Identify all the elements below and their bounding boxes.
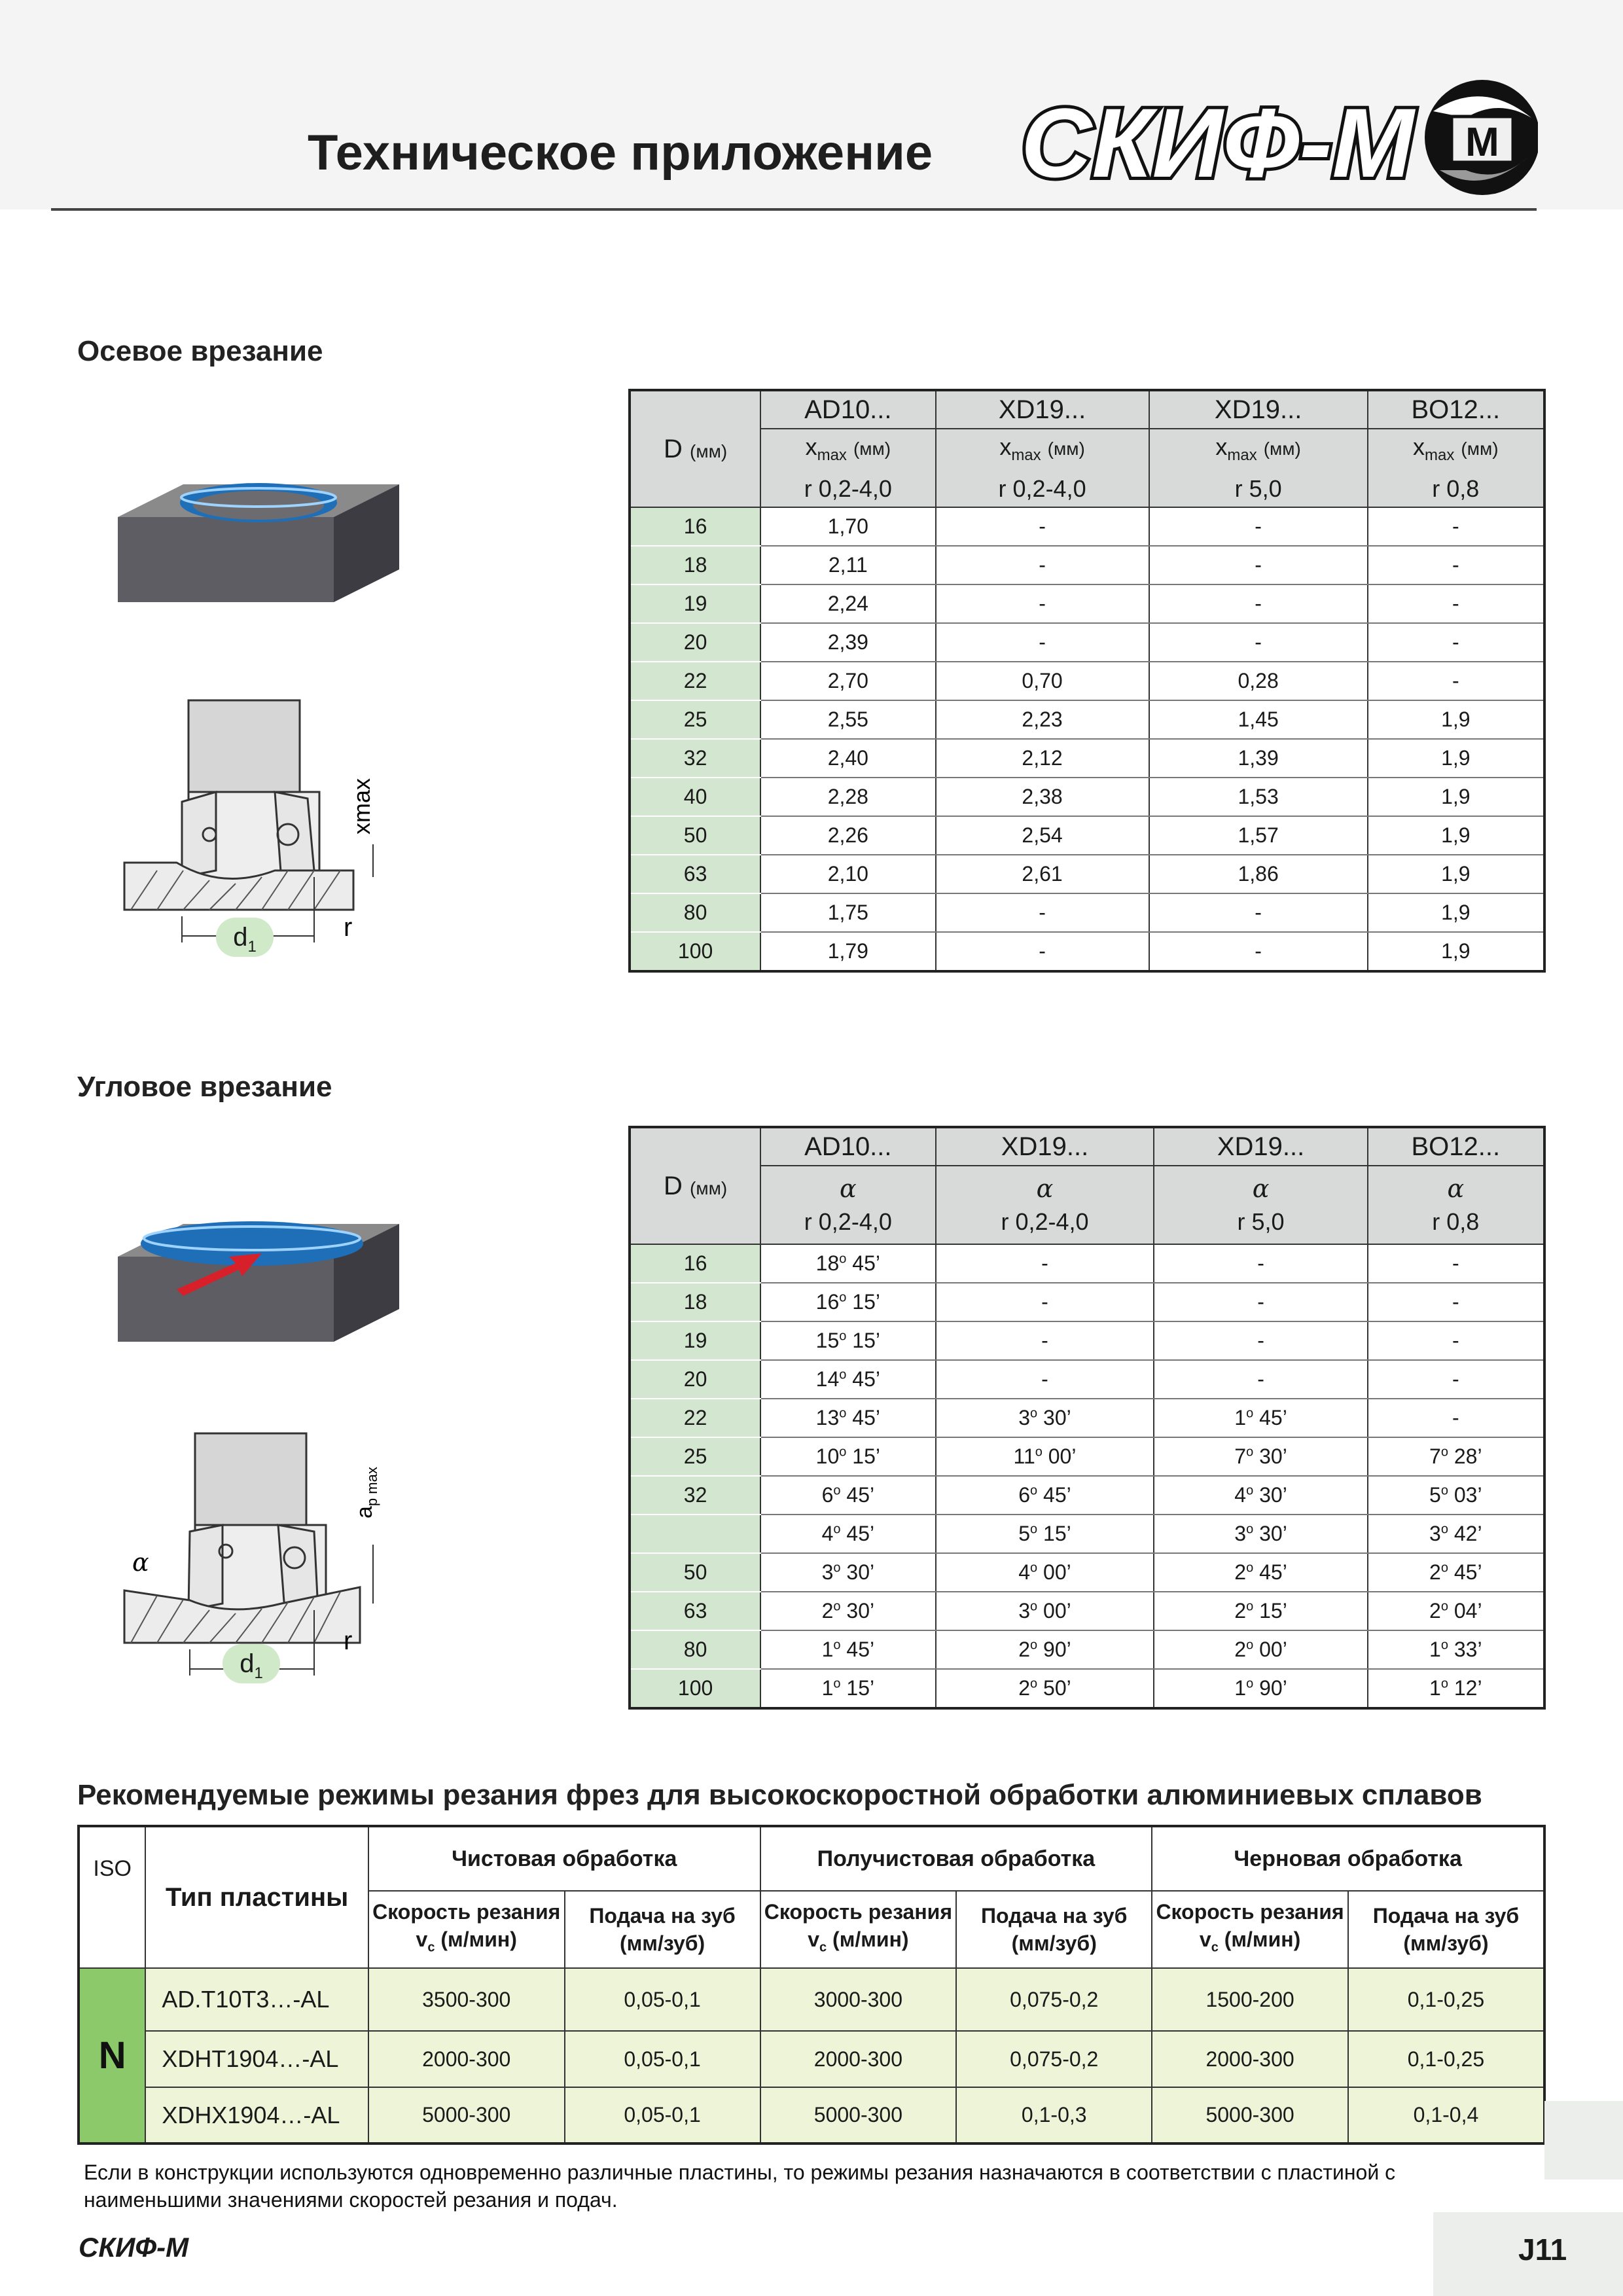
insert-type-header: Тип пластины	[145, 1826, 368, 1968]
alpha-value: -	[936, 1244, 1154, 1283]
xmax-value: 1,9	[1368, 816, 1544, 855]
group-header: Чистовая обработка	[368, 1826, 760, 1891]
alpha-value: -	[936, 1360, 1154, 1399]
d-value: 63	[630, 855, 760, 893]
table-row	[630, 1515, 1544, 1553]
xmax-value: -	[936, 507, 1149, 546]
table-row	[630, 507, 1544, 546]
alpha-value: 15$^o$ 15’	[760, 1321, 935, 1360]
d-value: 16	[630, 1244, 760, 1283]
alpha-value: 2$^o$ 90’	[936, 1630, 1154, 1669]
d-value: 100	[630, 1669, 760, 1708]
axial-table	[628, 389, 1546, 973]
table-row	[630, 816, 1544, 855]
xmax-value: 1,9	[1368, 893, 1544, 932]
table-row	[630, 1437, 1544, 1476]
xmax-value: -	[936, 546, 1149, 584]
feed-header: Подача на зуб (мм/зуб)	[1348, 1891, 1544, 1968]
xmax-value: 1,9	[1368, 855, 1544, 893]
xmax-value: -	[1368, 584, 1544, 623]
alpha-value: 2$^o$ 30’	[760, 1592, 935, 1630]
alpha-value: 2$^o$ 15’	[1154, 1592, 1367, 1630]
d-value: 22	[630, 1399, 760, 1437]
speed-header: Скорость резания $v_c$ (м/мин)	[1152, 1891, 1348, 1968]
d-value: 32	[630, 739, 760, 778]
alpha-value: 6$^o$ 45’	[760, 1476, 935, 1515]
speed-header: Скорость резания $v_c$ (м/мин)	[760, 1891, 957, 1968]
alpha-value: 7$^o$ 30’	[1154, 1437, 1367, 1476]
table-row: XDHX1904…-AL 5000-300 0,05-0,1 5000-300 0,1-0,3 5000-300 0,1-0,4	[79, 2087, 1544, 2144]
xmax-value: 2,26	[760, 816, 935, 855]
xmax-value: 2,55	[760, 700, 935, 739]
xmax-value: -	[1149, 623, 1368, 662]
xmax-value: 2,28	[760, 778, 935, 816]
angular-insert-illustration	[111, 1217, 399, 1355]
xmax-value: 2,11	[760, 546, 935, 584]
col-code: XD19...	[936, 390, 1149, 429]
ap-max-label: $a_{p max}$	[352, 1467, 380, 1518]
col-sub: $x_{max}$ (мм) r 0,2-4,0	[760, 429, 935, 507]
material-group-n: N	[79, 1968, 145, 2144]
alpha-value: -	[1154, 1321, 1367, 1360]
xmax-value: 2,10	[760, 855, 935, 893]
d-value: 20	[630, 1360, 760, 1399]
d-column-header: D (мм)	[630, 390, 760, 507]
insert-type: AD.T10T3…-AL	[145, 1968, 368, 2031]
alpha-value: 1$^o$ 33’	[1368, 1630, 1544, 1669]
xmax-value: -	[1368, 507, 1544, 546]
xmax-value: 1,79	[760, 932, 935, 971]
d-value: 20	[630, 623, 760, 662]
table-row	[630, 1553, 1544, 1592]
table-row	[630, 932, 1544, 971]
table-row	[630, 1321, 1544, 1360]
xmax-value: 2,23	[936, 700, 1149, 739]
col-code: AD10...	[760, 390, 935, 429]
table-row	[630, 855, 1544, 893]
col-code: XD19...	[936, 1127, 1154, 1166]
alpha-value: 5$^o$ 15’	[936, 1515, 1154, 1553]
group-header: Черновая обработка	[1152, 1826, 1544, 1891]
alpha-value: 2$^o$ 50’	[936, 1669, 1154, 1708]
col-sub: $x_{max}$ (мм) r 0,2-4,0	[936, 429, 1149, 507]
d-value: 25	[630, 1437, 760, 1476]
table-row	[630, 1283, 1544, 1321]
group-header: Получистовая обработка	[760, 1826, 1152, 1891]
logo-text: СКИФ-М	[1021, 88, 1414, 198]
col-sub: α r 0,8	[1368, 1166, 1544, 1244]
xmax-value: 2,38	[936, 778, 1149, 816]
alpha-value: 4$^o$ 45’	[760, 1515, 935, 1553]
xmax-value: 1,53	[1149, 778, 1368, 816]
r-label: r	[344, 913, 353, 942]
alpha-value: 3$^o$ 42’	[1368, 1515, 1544, 1553]
alpha-value: 4$^o$ 30’	[1154, 1476, 1367, 1515]
xmax-value: 2,70	[760, 662, 935, 700]
alpha-value: 1$^o$ 45’	[760, 1630, 935, 1669]
d-value: 18	[630, 546, 760, 584]
xmax-value: -	[936, 623, 1149, 662]
col-code: BO12...	[1368, 1127, 1544, 1166]
xmax-value: 1,57	[1149, 816, 1368, 855]
alpha-value: 6$^o$ 45’	[936, 1476, 1154, 1515]
d1-badge: $d_1$	[223, 1644, 280, 1683]
alpha-value: 16$^o$ 15’	[760, 1283, 935, 1321]
table-row	[630, 1244, 1544, 1283]
alpha-value: 2$^o$ 00’	[1154, 1630, 1367, 1669]
alpha-value: 2$^o$ 45’	[1154, 1553, 1367, 1592]
table-row	[630, 662, 1544, 700]
r-label: r	[344, 1626, 353, 1655]
xmax-value: 1,9	[1368, 700, 1544, 739]
insert-type: XDHT1904…-AL	[145, 2031, 368, 2087]
axial-cutter-drawing	[118, 694, 419, 962]
xmax-value: 2,54	[936, 816, 1149, 855]
alpha-value: 13$^o$ 45’	[760, 1399, 935, 1437]
xmax-value: 2,40	[760, 739, 935, 778]
d-value: 40	[630, 778, 760, 816]
insert-type: XDHX1904…-AL	[145, 2087, 368, 2144]
xmax-value: 1,86	[1149, 855, 1368, 893]
angular-table	[628, 1126, 1546, 1710]
alpha-value: 5$^o$ 03’	[1368, 1476, 1544, 1515]
xmax-value: 1,75	[760, 893, 935, 932]
alpha-value: 7$^o$ 28’	[1368, 1437, 1544, 1476]
table-row	[630, 1592, 1544, 1630]
col-code: AD10...	[760, 1127, 935, 1166]
xmax-value: -	[936, 932, 1149, 971]
d-value: 50	[630, 1553, 760, 1592]
cutting-modes-table	[77, 1825, 1546, 2145]
skif-m-logo	[1014, 72, 1538, 203]
table-row	[630, 546, 1544, 584]
d-value: 63	[630, 1592, 760, 1630]
alpha-value: 1$^o$ 15’	[760, 1669, 935, 1708]
xmax-value: -	[1149, 507, 1368, 546]
logo-badge: M	[1465, 120, 1499, 165]
table-row	[630, 584, 1544, 623]
table-row: N AD.T10T3…-AL 3500-300 0,05-0,1 3000-300 0,075-0,2 1500-200 0,1-0,25	[79, 1968, 1544, 2031]
alpha-value: 11$^o$ 00’	[936, 1437, 1154, 1476]
alpha-value: 3$^o$ 30’	[1154, 1515, 1367, 1553]
col-code: BO12...	[1368, 390, 1544, 429]
axial-section-title: Осевое врезание	[77, 335, 323, 367]
table-row	[630, 739, 1544, 778]
d-value: 19	[630, 584, 760, 623]
alpha-value: -	[1368, 1244, 1544, 1283]
alpha-value: -	[1368, 1360, 1544, 1399]
xmax-value: -	[936, 893, 1149, 932]
iso-header: ISO	[79, 1826, 145, 1968]
xmax-value: 2,39	[760, 623, 935, 662]
cutting-section-title: Рекомендуемые режимы резания фрез для высокоскоростной обработки алюминиевых сплавов	[77, 1779, 1482, 1811]
d-value: 50	[630, 816, 760, 855]
page-title: Техническое приложение	[308, 125, 933, 181]
col-sub: α r 0,2-4,0	[936, 1166, 1154, 1244]
xmax-value: 2,61	[936, 855, 1149, 893]
alpha-value: -	[1368, 1399, 1544, 1437]
alpha-value: 1$^o$ 45’	[1154, 1399, 1367, 1437]
header-divider	[51, 208, 1537, 211]
d-value: 80	[630, 893, 760, 932]
xmax-value: 2,12	[936, 739, 1149, 778]
alpha-value: 3$^o$ 30’	[760, 1553, 935, 1592]
table-row	[630, 1630, 1544, 1669]
alpha-label: α	[132, 1548, 149, 1577]
xmax-value: 0,70	[936, 662, 1149, 700]
col-sub: α r 5,0	[1154, 1166, 1367, 1244]
footer-brand: СКИФ-М	[79, 2232, 189, 2263]
alpha-value: -	[1368, 1321, 1544, 1360]
alpha-value: 2$^o$ 04’	[1368, 1592, 1544, 1630]
xmax-value: 1,9	[1368, 739, 1544, 778]
xmax-value: 1,9	[1368, 778, 1544, 816]
d-value	[630, 1515, 760, 1553]
table-row	[630, 1669, 1544, 1708]
xmax-value: 2,24	[760, 584, 935, 623]
table-row	[630, 1399, 1544, 1437]
alpha-value: -	[1154, 1244, 1367, 1283]
col-sub: $x_{max}$ (мм) r 0,8	[1368, 429, 1544, 507]
d-value: 22	[630, 662, 760, 700]
d-value: 32	[630, 1476, 760, 1515]
col-code: XD19...	[1149, 390, 1368, 429]
d-value: 25	[630, 700, 760, 739]
angular-section-title: Угловое врезание	[77, 1071, 332, 1103]
alpha-value: 14$^o$ 45’	[760, 1360, 935, 1399]
page-number: J11	[1518, 2233, 1567, 2267]
table-row: XDHT1904…-AL 2000-300 0,05-0,1 2000-300 0,075-0,2 2000-300 0,1-0,25	[79, 2031, 1544, 2087]
speed-header: Скорость резания $v_c$ (м/мин)	[368, 1891, 565, 1968]
side-tab	[1544, 2101, 1623, 2179]
xmax-value: -	[1368, 662, 1544, 700]
alpha-value: 3$^o$ 30’	[936, 1399, 1154, 1437]
xmax-value: 1,39	[1149, 739, 1368, 778]
alpha-value: -	[1154, 1283, 1367, 1321]
xmax-value: 0,28	[1149, 662, 1368, 700]
col-code: XD19...	[1154, 1127, 1367, 1166]
xmax-value: -	[1149, 932, 1368, 971]
xmax-label: xmax	[348, 778, 375, 834]
d-value: 100	[630, 932, 760, 971]
feed-header: Подача на зуб (мм/зуб)	[956, 1891, 1152, 1968]
axial-insert-illustration	[111, 478, 399, 615]
d-column-header: D (мм)	[630, 1127, 760, 1244]
footnote: Если в конструкции используются одновременно различные пластины, то режимы резания назначаются в соответствии с пластиной с наименьшими значениями скоростей резания и подач.	[84, 2161, 1396, 2212]
d-value: 18	[630, 1283, 760, 1321]
d-value: 19	[630, 1321, 760, 1360]
xmax-value: -	[1368, 546, 1544, 584]
col-sub: α r 0,2-4,0	[760, 1166, 935, 1244]
xmax-value: -	[936, 584, 1149, 623]
alpha-value: 2$^o$ 45’	[1368, 1553, 1544, 1592]
alpha-value: -	[936, 1283, 1154, 1321]
alpha-value: 18$^o$ 45’	[760, 1244, 935, 1283]
table-row	[630, 623, 1544, 662]
col-sub: $x_{max}$ (мм) r 5,0	[1149, 429, 1368, 507]
alpha-value: 4$^o$ 00’	[936, 1553, 1154, 1592]
alpha-value: -	[1154, 1360, 1367, 1399]
table-row	[630, 1476, 1544, 1515]
alpha-value: 1$^o$ 12’	[1368, 1669, 1544, 1708]
alpha-value: -	[936, 1321, 1154, 1360]
d-value: 80	[630, 1630, 760, 1669]
alpha-value: -	[1368, 1283, 1544, 1321]
feed-header: Подача на зуб (мм/зуб)	[565, 1891, 760, 1968]
d-value: 16	[630, 507, 760, 546]
d1-badge: $d_1$	[216, 918, 274, 957]
alpha-value: 1$^o$ 90’	[1154, 1669, 1367, 1708]
table-row	[630, 778, 1544, 816]
xmax-value: -	[1149, 546, 1368, 584]
table-row	[630, 700, 1544, 739]
table-row	[630, 1360, 1544, 1399]
alpha-value: 10$^o$ 15’	[760, 1437, 935, 1476]
table-row	[630, 893, 1544, 932]
xmax-value: 1,45	[1149, 700, 1368, 739]
xmax-value: -	[1149, 584, 1368, 623]
xmax-value: -	[1368, 623, 1544, 662]
xmax-value: 1,70	[760, 507, 935, 546]
alpha-value: 3$^o$ 00’	[936, 1592, 1154, 1630]
xmax-value: 1,9	[1368, 932, 1544, 971]
xmax-value: -	[1149, 893, 1368, 932]
